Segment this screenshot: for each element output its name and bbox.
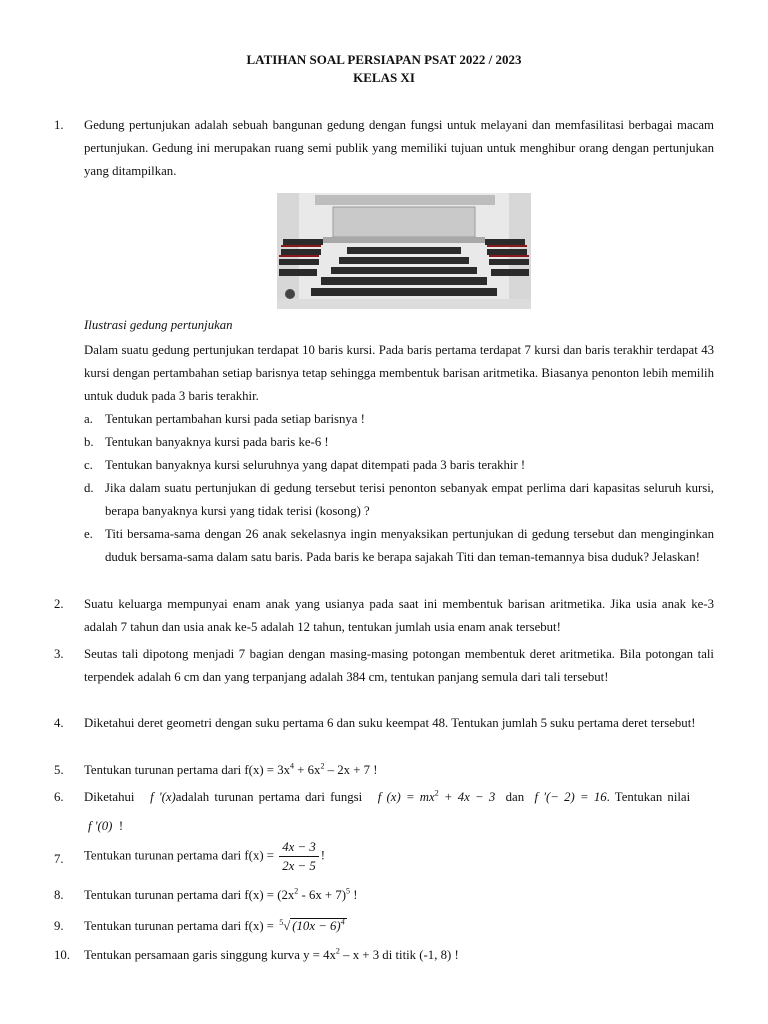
subquestion-d [84,477,714,523]
subquestion-text: Jika dalam suatu pertunjukan di gedung tersebut terisi penonton sebanyak empat perlima dari kapasitas seluruh kursi, berapa banyaknya kursi yang tidak terisi (kosong) ? [105,481,714,518]
subquestion-letter: d. [84,481,94,495]
question-number: 10. [54,948,70,962]
question-number: 6. [54,790,64,804]
subquestion-c [84,454,714,477]
question-number: 8. [54,888,64,902]
question-text: Diketahui deret geometri dengan suku pertama 6 dan suku keempat 48. Tentukan jumlah 5 suku pertama deret tersebut! [84,716,696,730]
page-title: LATIHAN SOAL PERSIAPAN PSAT 2022 / 2023 [246,52,522,67]
question-2 [54,593,714,639]
question-text: Tentukan turunan pertama dari $f(x) = 3x^4 + 6x^2 - 2x + 7$ ! [84,761,378,777]
question-text: Seutas tali dipotong menjadi 7 bagian dengan masing-masing potongan membentuk deret aritmetika. Bila potongan tali terpendek adalah 6 cm dan yang terpanjang adalah 384 cm, tentukan panjang semula dari tali tersebut! [84,647,714,684]
image-badge-icon [285,289,295,299]
subquestion-e [84,523,714,569]
question-number: 3. [54,647,64,661]
subquestion-text: Tentukan banyaknya kursi seluruhnya yang dapat ditempati pada 3 baris terakhir ! [105,458,526,472]
question-1-paragraph: Dalam suatu gedung pertunjukan terdapat 10 baris kursi. Pada baris pertama terdapat 7 kursi dan baris terakhir terdapat 43 kursi dengan pertambahan setiap barisnya tetap sehingga membentuk barisan aritmetika. Biasanya penonton lebih memilih untuk duduk pada 3 baris terakhir. [84,343,714,403]
question-text: Diketahui f '(x)adalah turunan pertama dari fungsi f $(x) = mx^2 + 4x - 3$ dan f '(− 2) = 16. Tentukan nilai [84,788,691,804]
question-7 [54,838,714,875]
question-3 [54,643,714,689]
question-6-ask: f '(0) ! [88,819,124,833]
question-text: Tentukan turunan pertama dari f(x) = $^5$√ $(10x - 6)^4$ [84,917,345,933]
question-text: Tentukan turunan pertama dari f(x) = $\frac{4x - 3}{2x - 5}$ ! [84,840,326,873]
page-subtitle: KELAS XI [353,70,415,85]
question-8 [54,884,714,907]
image-caption: Ilustrasi gedung pertunjukan [84,318,233,332]
subquestion-letter: c. [84,458,93,472]
question-6 [54,786,714,838]
subquestion-b [84,431,714,454]
subquestion-text: Tentukan banyaknya kursi pada baris ke-6 ! [105,435,329,449]
question-text: Tentukan turunan pertama dari $f(x) = (2x^2 - 6x + 7)^5$ ! [84,886,358,902]
question-number: 1. [54,118,64,132]
question-10 [54,944,714,967]
subquestion-letter: e. [84,527,93,541]
subquestion-text: Titi bersama-sama dengan 26 anak sekelasnya ingin menyaksikan pertunjukan di gedung tersebut dan menginginkan duduk bersama-sama dalam satu baris. Pada baris ke berapa sajakah Titi dan teman-temannya bisa duduk? Jelaskan! [105,527,714,564]
question-text: Tentukan persamaan garis singgung kurva $y = 4x^2 - x + 3$ di titik (-1, 8) ! [84,946,459,962]
radical-sign: √ [283,919,291,933]
subquestion-text: Tentukan pertambahan kursi pada setiap barisnya ! [105,412,365,426]
question-9 [54,915,714,938]
question-5 [54,759,714,782]
radicand: $(10x - 6)^4$ [292,917,345,933]
theater-illustration [277,193,531,309]
question-number: 4. [54,716,64,730]
question-number: 7. [54,852,64,866]
question-text: Suatu keluarga mempunyai enam anak yang usianya pada saat ini membentuk barisan aritmetika. Jika usia anak ke-3 adalah 7 tahun dan usia anak ke-5 adalah 12 tahun, tentukan jumlah usia enam anak tersebut! [84,597,714,634]
question-number: 5. [54,763,64,777]
fraction: $\frac{4x - 3}{2x - 5}$ [279,838,319,875]
subquestion-a [84,408,714,431]
question-1 [54,114,714,183]
question-number: 2. [54,597,64,611]
question-number: 9. [54,919,64,933]
root-index: 5 [279,917,284,927]
question-4 [54,712,714,735]
question-1-intro: Gedung pertunjukan adalah sebuah bangunan gedung dengan fungsi untuk melayani dan memfasilitasi berbagai macam pertunjukan. Gedung ini merupakan ruang semi publik yang memiliki tujuan untuk menghibur orang dengan pertunjukan yang ditampilkan. [84,118,714,178]
subquestion-letter: b. [84,435,94,449]
subquestion-letter: a. [84,412,93,426]
